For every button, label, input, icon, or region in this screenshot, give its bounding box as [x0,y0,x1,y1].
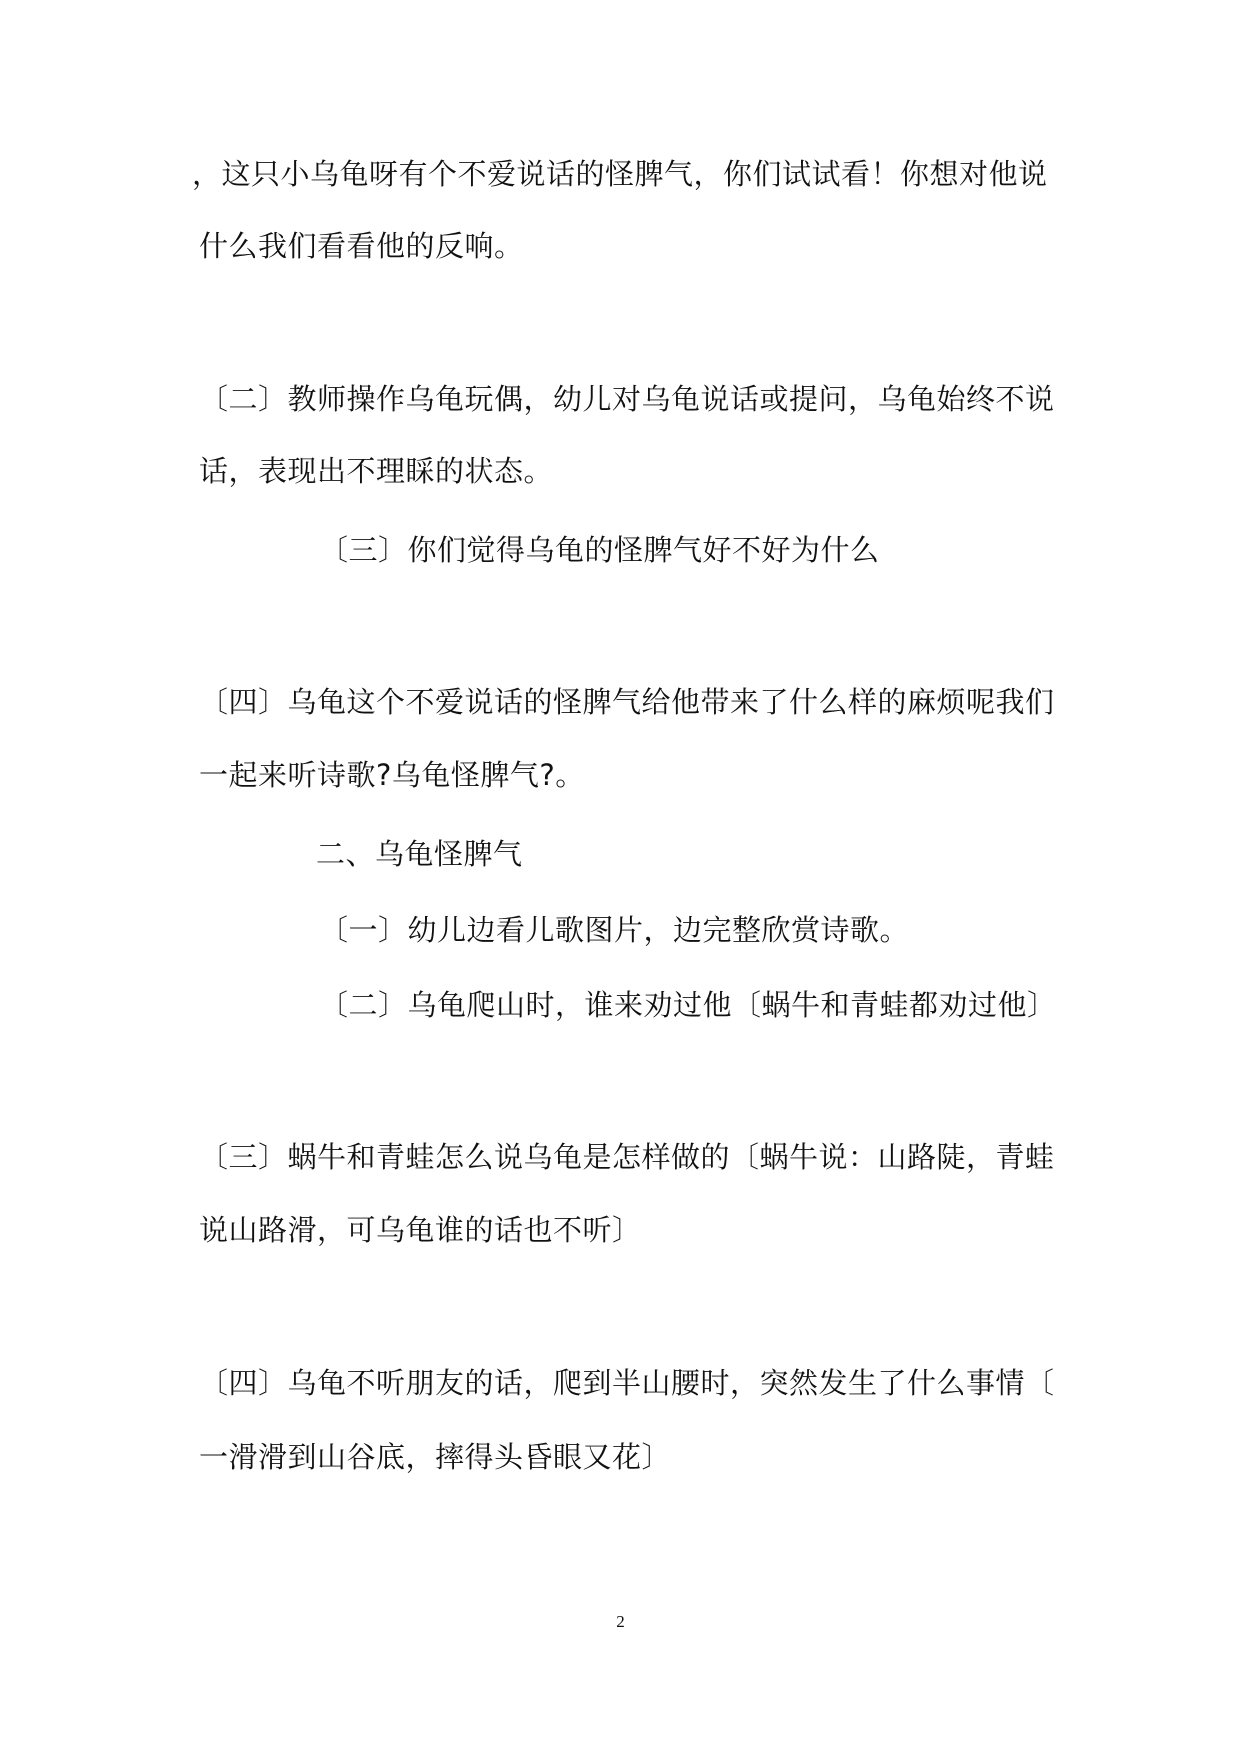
section-heading: 二、乌龟怪脾气 [316,837,523,871]
text-line: 一起来听诗歌?乌龟怪脾气?。 [199,758,585,792]
text-line: 〔四〕乌龟不听朋友的话，爬到半山腰时，突然发生了什么事情〔 [199,1366,1055,1400]
text-line: 〔一〕幼儿边看儿歌图片，边完整欣赏诗歌。 [319,913,910,947]
text-line: 〔三〕蜗牛和青蛙怎么说乌龟是怎样做的〔蜗牛说：山路陡，青蛙 [199,1140,1055,1174]
text-line: ，这只小乌龟呀有个不爱说话的怪脾气，你们试试看！你想对他说 [192,157,1048,191]
text-line: 一滑滑到山谷底，摔得头昏眼又花〕 [199,1440,672,1474]
text-line: 话，表现出不理睬的状态。 [199,454,554,488]
text-line: 〔四〕乌龟这个不爱说话的怪脾气给他带来了什么样的麻烦呢我们 [199,685,1055,719]
text-line: 〔二〕乌龟爬山时，谁来劝过他〔蜗牛和青蛙都劝过他〕 [319,988,1057,1022]
text-line: 〔二〕教师操作乌龟玩偶，幼儿对乌龟说话或提问，乌龟始终不说 [199,382,1055,416]
text-line: 〔三〕你们觉得乌龟的怪脾气好不好为什么 [319,533,880,567]
page-number: 2 [616,1612,625,1631]
text-line: 什么我们看看他的反响。 [199,229,524,263]
text-line: 说山路滑，可乌龟谁的话也不听〕 [199,1213,642,1247]
